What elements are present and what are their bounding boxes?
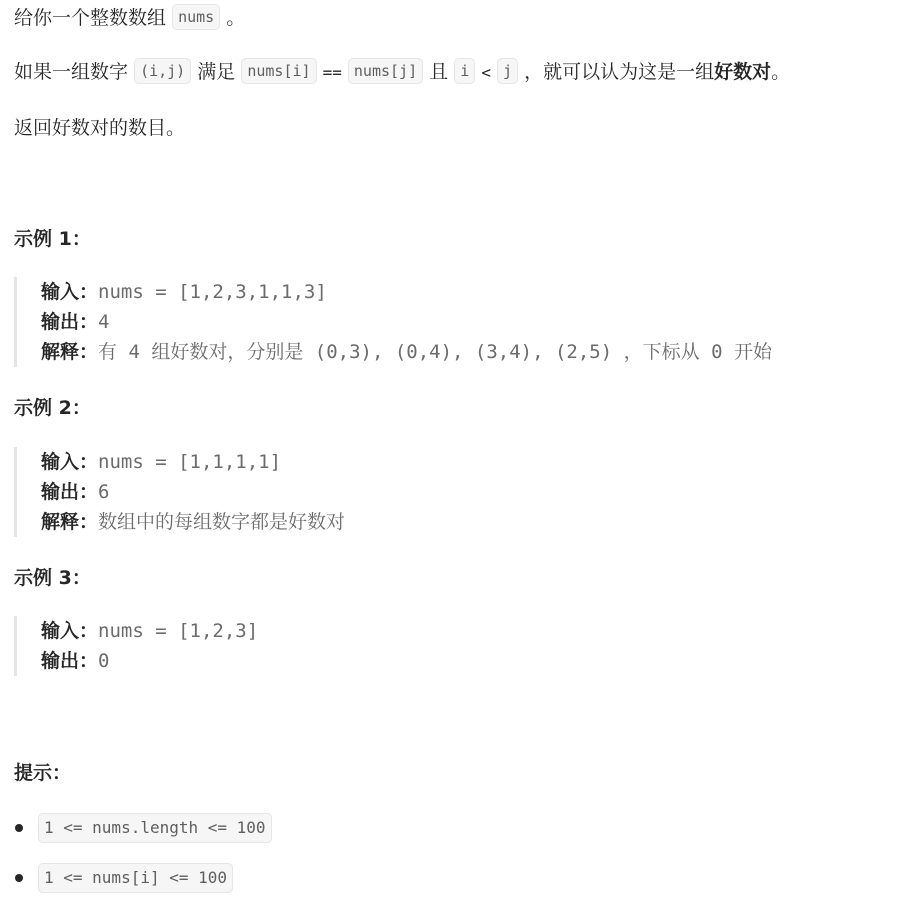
example-output-line [41, 307, 772, 337]
equals-operator: == [322, 63, 342, 82]
intro-paragraph-2 [14, 57, 790, 88]
constraint-code: 1 <= nums.length <= 100 [38, 813, 272, 843]
example-value: nums = [1,1,1,1] [98, 451, 282, 473]
inline-code-nums-j: nums[j] [348, 58, 423, 84]
example-label: 输入： [41, 281, 99, 303]
intro-text: 且 [429, 61, 449, 83]
example-2-title: 示例 2： [14, 397, 91, 419]
example-label: 输出： [41, 481, 99, 503]
example-value: 0 [98, 650, 110, 672]
list-item [14, 863, 272, 913]
intro-paragraph-1 [14, 3, 245, 33]
example-2-block [14, 447, 345, 537]
example-input-line [41, 277, 772, 307]
example-1-block [14, 277, 772, 367]
example-value: 数组中的每组数字都是好数对 [98, 511, 346, 533]
example-value: nums = [1,2,3,1,1,3] [98, 281, 327, 303]
example-value: 6 [98, 481, 110, 503]
intro-paragraph-3: 返回好数对的数目。 [14, 117, 186, 139]
less-than-operator: < [481, 63, 491, 82]
example-label: 输出： [41, 311, 99, 333]
good-pair-term: 好数对 [714, 61, 772, 83]
bullet-icon [15, 874, 23, 882]
example-output-line [41, 477, 345, 507]
example-explanation-line [41, 337, 772, 367]
example-explanation-line [41, 507, 345, 537]
inline-code-pair: (i,j) [134, 58, 191, 84]
example-input-line [41, 616, 258, 646]
example-1-title: 示例 1： [14, 228, 91, 250]
example-3-title: 示例 3： [14, 567, 91, 589]
list-item [14, 813, 272, 863]
hints-title: 提示： [14, 762, 72, 784]
intro-punct: 。 [771, 61, 791, 83]
inline-code-nums-i: nums[i] [241, 58, 316, 84]
example-label: 解释： [41, 511, 99, 533]
example-label: 解释： [41, 341, 99, 363]
example-output-line [41, 646, 258, 676]
example-value: 有 4 组好数对，分别是 (0,3), (0,4), (3,4), (2,5) ，下标从 0 开始 [98, 341, 772, 363]
intro-text: 给你一个整数数组 [14, 7, 167, 29]
inline-code-nums: nums [172, 4, 220, 30]
bullet-icon [15, 824, 23, 832]
constraint-code: 1 <= nums[i] <= 100 [38, 863, 233, 893]
intro-punct: 。 [226, 7, 246, 29]
example-label: 输出： [41, 650, 99, 672]
inline-code-j: j [497, 58, 518, 84]
inline-code-i: i [454, 58, 475, 84]
intro-text: 如果一组数字 [14, 61, 129, 83]
example-value: nums = [1,2,3] [98, 620, 259, 642]
example-input-line [41, 447, 345, 477]
intro-text: ，就可以认为这是一组 [524, 61, 715, 83]
example-3-block [14, 616, 258, 676]
intro-text: 满足 [197, 61, 236, 83]
example-label: 输入： [41, 451, 99, 473]
constraints-list [14, 813, 272, 913]
example-label: 输入： [41, 620, 99, 642]
example-value: 4 [98, 311, 110, 333]
